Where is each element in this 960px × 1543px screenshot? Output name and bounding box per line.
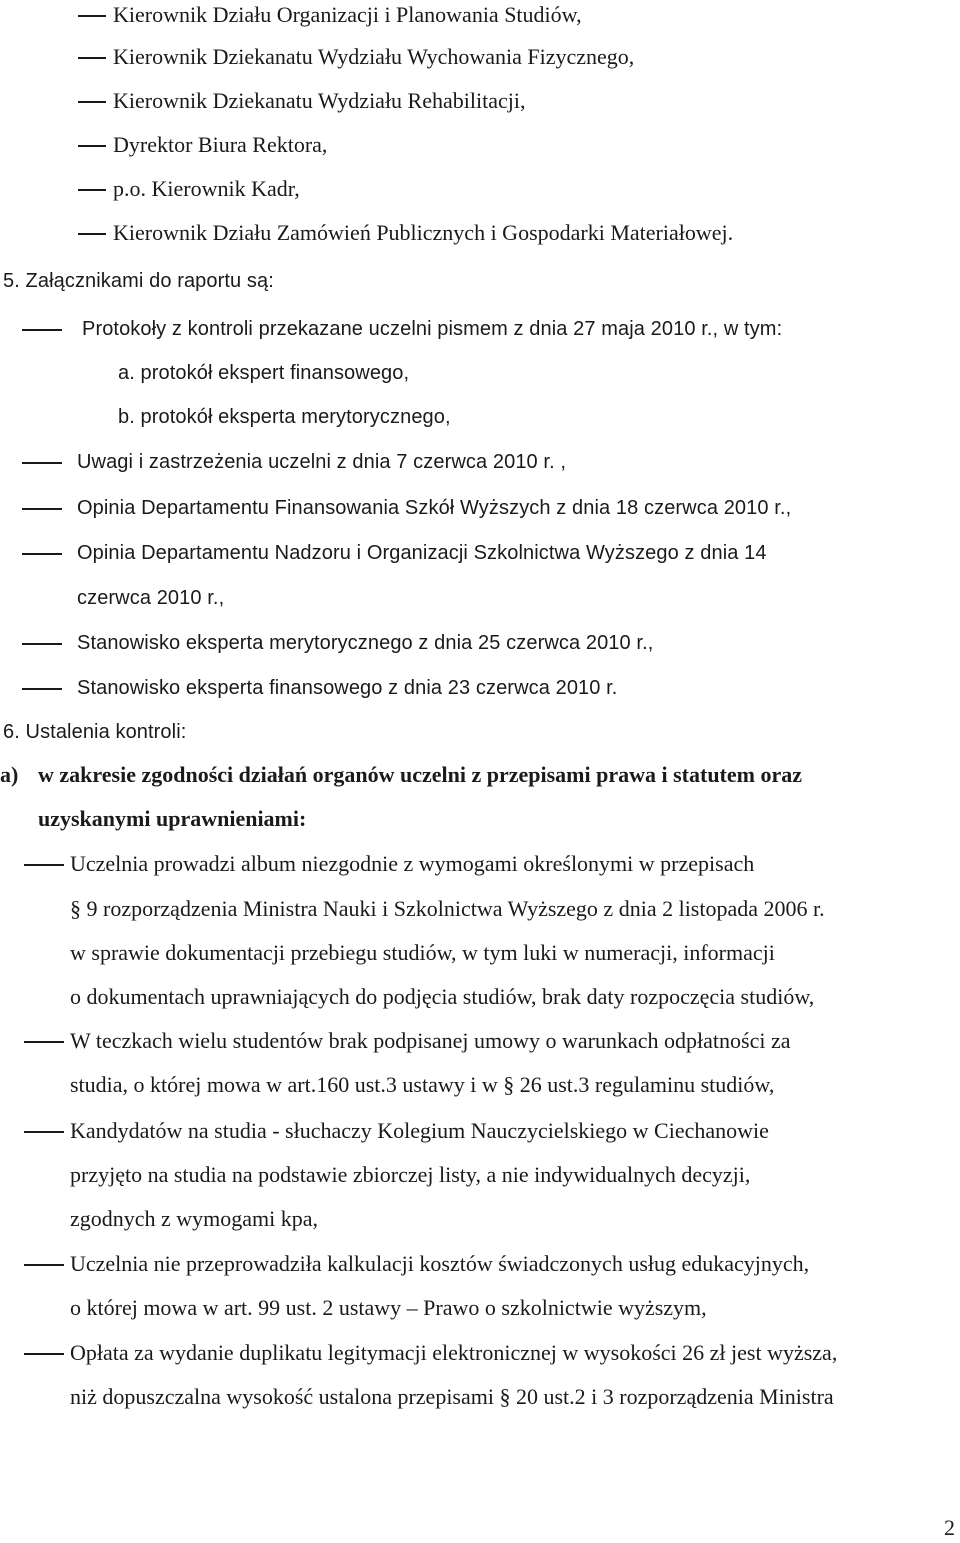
- list-item-continuation: § 9 rozporządzenia Ministra Nauki i Szkolnictwa Wyższego z dnia 2 listopada 2006 r.: [70, 896, 825, 921]
- list-item-text: Uczelnia prowadzi album niezgodnie z wymogami określonymi w przepisach: [70, 851, 755, 876]
- list-item-text: Stanowisko eksperta merytorycznego z dnia 25 czerwca 2010 r.,: [77, 632, 654, 654]
- list-item-text: Kierownik Dziekanatu Wydziału Rehabilitacji,: [113, 88, 526, 113]
- list-item-continuation: w sprawie dokumentacji przebiegu studiów, w tym luki w numeracji, informacji: [70, 940, 775, 965]
- section-heading: 5. Załącznikami do raportu są:: [3, 270, 274, 292]
- dash-bullet: [78, 15, 106, 17]
- subsection-title: uzyskanymi uprawnieniami:: [38, 806, 307, 831]
- list-item-continuation: studia, o której mowa w art.160 ust.3 ustawy i w § 26 ust.3 regulaminu studiów,: [70, 1072, 775, 1097]
- list-item-continuation: przyjęto na studia na podstawie zbiorczej listy, a nie indywidualnych decyzji,: [70, 1162, 751, 1187]
- dash-bullet: [22, 643, 62, 645]
- sub-item: a. protokół ekspert finansowego,: [118, 362, 410, 384]
- dash-bullet: [24, 864, 64, 866]
- dash-bullet: [78, 233, 106, 235]
- sub-item: b. protokół eksperta merytorycznego,: [118, 406, 451, 428]
- list-item-continuation: o dokumentach uprawniających do podjęcia studiów, brak daty rozpoczęcia studiów,: [70, 984, 815, 1009]
- dash-bullet: [24, 1041, 64, 1043]
- dash-bullet: [22, 329, 62, 331]
- page-number: 2: [944, 1515, 955, 1540]
- list-item-continuation: zgodnych z wymogami kpa,: [70, 1206, 319, 1231]
- dash-bullet: [24, 1264, 64, 1266]
- list-item-text: Uczelnia nie przeprowadziła kalkulacji kosztów świadczonych usług edukacyjnych,: [70, 1251, 810, 1276]
- subsection-title: w zakresie zgodności działań organów uczelni z przepisami prawa i statutem oraz: [38, 762, 803, 787]
- section-heading: 6. Ustalenia kontroli:: [3, 721, 187, 743]
- dash-bullet: [22, 553, 62, 555]
- dash-bullet: [22, 508, 62, 510]
- list-item-text: Protokoły z kontroli przekazane uczelni pismem z dnia 27 maja 2010 r., w tym:: [82, 318, 783, 340]
- list-item-text: Kierownik Działu Zamówień Publicznych i Gospodarki Materiałowej.: [113, 220, 734, 245]
- list-item-continuation: o której mowa w art. 99 ust. 2 ustawy – Prawo o szkolnictwie wyższym,: [70, 1295, 707, 1320]
- dash-bullet: [22, 462, 62, 464]
- list-item-text: Stanowisko eksperta finansowego z dnia 23 czerwca 2010 r.: [77, 677, 618, 699]
- subsection-label: a): [0, 762, 19, 787]
- dash-bullet: [78, 189, 106, 191]
- dash-bullet: [78, 145, 106, 147]
- list-item-text: Uwagi i zastrzeżenia uczelni z dnia 7 czerwca 2010 r. ,: [77, 451, 567, 473]
- list-item-text: Kierownik Dziekanatu Wydziału Wychowania Fizycznego,: [113, 44, 635, 69]
- list-item-text: p.o. Kierownik Kadr,: [113, 176, 300, 201]
- dash-bullet: [22, 688, 62, 690]
- list-item-continuation: niż dopuszczalna wysokość ustalona przepisami § 20 ust.2 i 3 rozporządzenia Ministra: [70, 1384, 834, 1409]
- list-item-text: Opłata za wydanie duplikatu legitymacji elektronicznej w wysokości 26 zł jest wyższa,: [70, 1340, 838, 1365]
- dash-bullet: [24, 1131, 64, 1133]
- dash-bullet: [24, 1353, 64, 1355]
- dash-bullet: [78, 57, 106, 59]
- list-item-text: Dyrektor Biura Rektora,: [113, 132, 328, 157]
- list-item-text: W teczkach wielu studentów brak podpisanej umowy o warunkach odpłatności za: [70, 1028, 791, 1053]
- list-item-continuation: czerwca 2010 r.,: [77, 587, 225, 609]
- list-item-text: Opinia Departamentu Finansowania Szkół Wyższych z dnia 18 czerwca 2010 r.,: [77, 497, 792, 519]
- list-item-text: Opinia Departamentu Nadzoru i Organizacji Szkolnictwa Wyższego z dnia 14: [77, 542, 767, 564]
- list-item-text: Kierownik Działu Organizacji i Planowania Studiów,: [113, 2, 582, 27]
- list-item-text: Kandydatów na studia - słuchaczy Kolegium Nauczycielskiego w Ciechanowie: [70, 1118, 769, 1143]
- dash-bullet: [78, 101, 106, 103]
